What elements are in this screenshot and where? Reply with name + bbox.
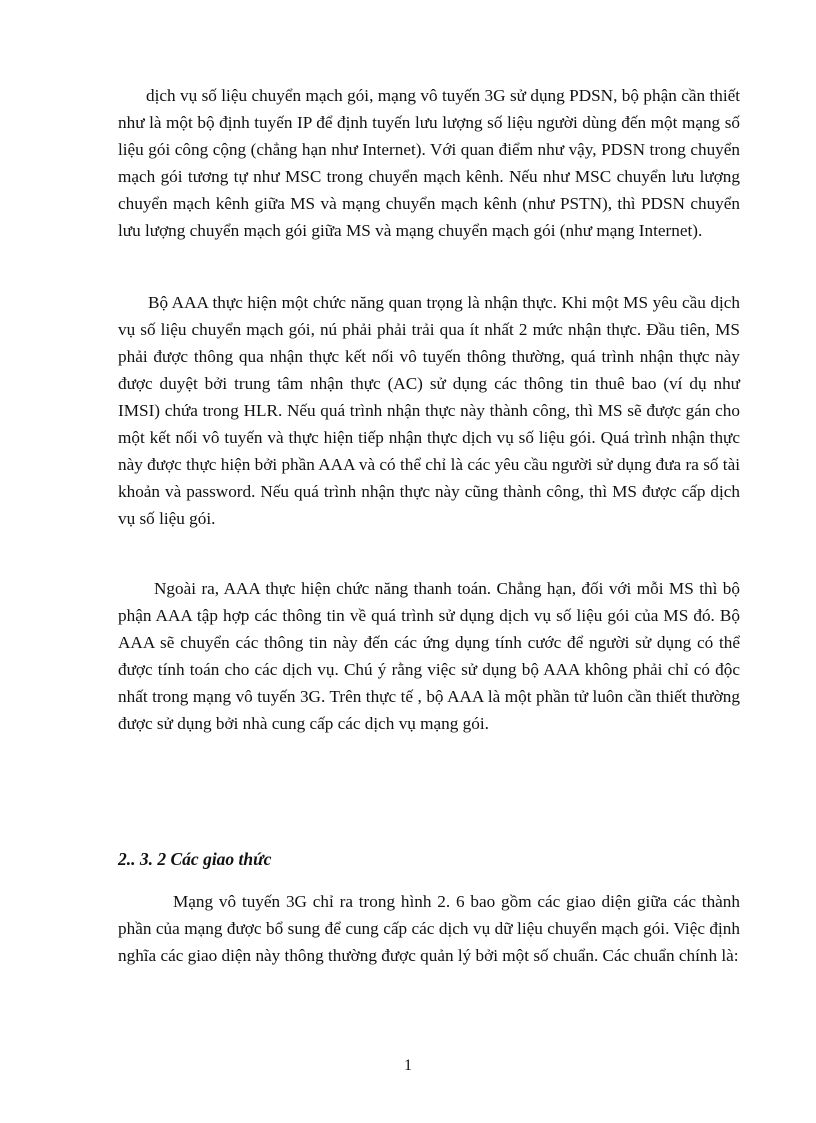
section-heading: 2.. 3. 2 Các giao thức xyxy=(118,849,272,869)
page-number: 1 xyxy=(404,1057,412,1074)
paragraph-pdsn: dịch vụ số liệu chuyển mạch gói, mạng vô tuyến 3G sử dụng PDSN, bộ phận cần thiết như là một bộ định tuyến IP để định tuyến lưu lượng số liệu người dùng đến một mạng số liệu gói công cộng (chẳng hạn như Internet). Với quan điểm như vậy, PDSN trong chuyển mạch gói tương tự như MSC trong chuyển mạch kênh. Nếu như MSC chuyển lưu lượng chuyển mạch kênh giữa MS và mạng chuyển mạch kênh (như PSTN), thì PDSN chuyển lưu lượng chuyển mạch gói giữa MS và mạng chuyển mạch gói (như mạng Internet). xyxy=(118,86,740,240)
paragraph-aaa-accounting: Ngoài ra, AAA thực hiện chức năng thanh toán. Chẳng hạn, đối với mỗi MS thì bộ phận AAA tập hợp các thông tin về quá trình sử dụng dịch vụ số liệu gói của MS đó. Bộ AAA sẽ chuyển các thông tin này đến các ứng dụng tính cước để người sử dụng có thể được tính toán cho các dịch vụ. Chú ý rằng việc sử dụng bộ AAA không phải chỉ có độc nhất trong mạng vô tuyến 3G. Trên thực tế , bộ AAA là một phần tử luôn cần thiết thường được sử dụng bởi nhà cung cấp các dịch vụ mạng gói. xyxy=(118,579,740,733)
paragraph-aaa-authentication: Bộ AAA thực hiện một chức năng quan trọng là nhận thực. Khi một MS yêu cầu dịch vụ số liệu chuyển mạch gói, nú phải phải trải qua ít nhất 2 mức nhận thực. Đầu tiên, MS phải được thông qua nhận thực kết nối vô tuyến thông thường, quá trình nhận thực này được duyệt bởi trung tâm nhận thực (AC) sử dụng các thông tin thuê bao (ví dụ như IMSI) chứa trong HLR. Nếu quá trình nhận thực này thành công, thì MS sẽ được gán cho một kết nối vô tuyến và thực hiện tiếp nhận thực dịch vụ số liệu gói. Quá trình nhận thực này được thực hiện bởi phần AAA và có thể chỉ là các yêu cầu người sử dụng đưa ra số tài khoản và password. Nếu quá trình nhận thực này cũng thành công, thì MS được cấp dịch vụ số liệu gói. xyxy=(118,293,740,528)
paragraph-protocols: Mạng vô tuyến 3G chỉ ra trong hình 2. 6 bao gồm các giao diện giữa các thành phần của mạng được bổ sung để cung cấp các dịch vụ dữ liệu chuyển mạch gói. Việc định nghĩa các giao diện này thông thường được quản lý bởi một số chuẩn. Các chuẩn chính là: xyxy=(118,892,740,965)
